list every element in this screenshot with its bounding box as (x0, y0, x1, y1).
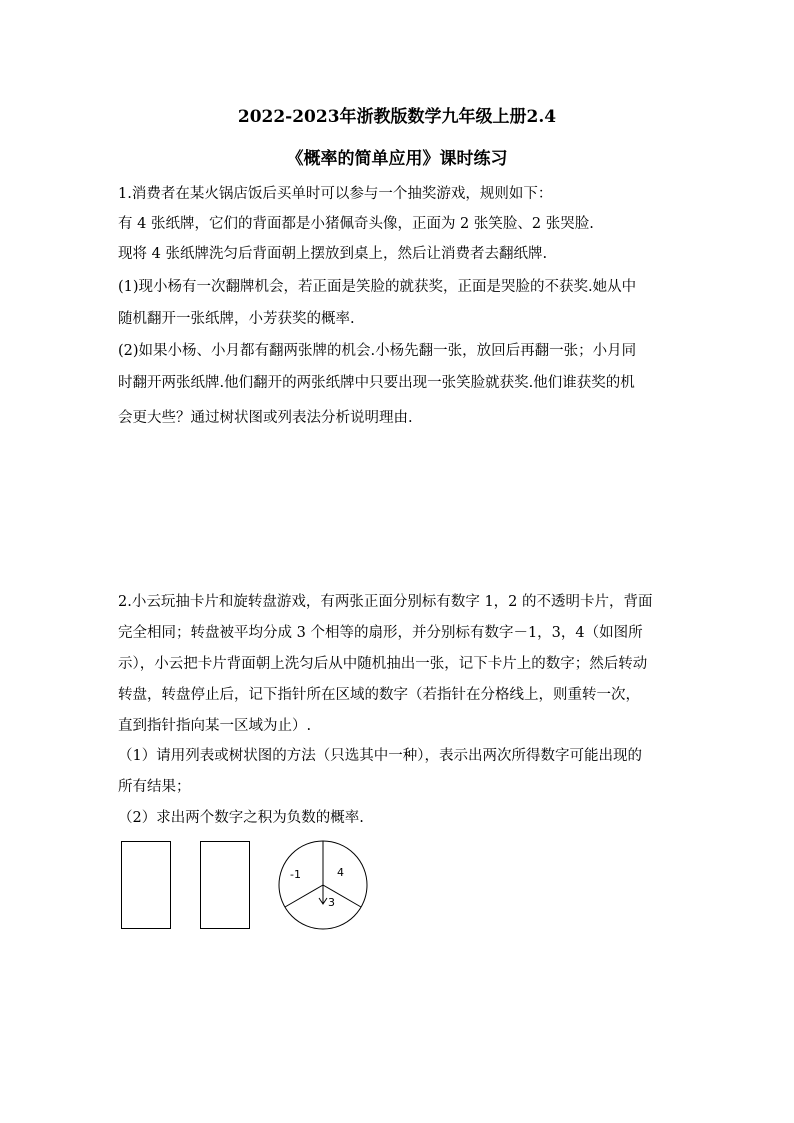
q2-line-5: 直到指针指向某一区域为止）. (118, 718, 312, 734)
spinner-divider-left (285, 885, 323, 907)
q1-line-6: (2)如果小杨、小月都有翻两张牌的机会.小杨先翻一张，放回后再翻一张；小月同 (118, 343, 637, 359)
q1-line-3: 现将 4 张纸牌洗匀后背面朝上摆放到桌上，然后让消费者去翻纸牌. (118, 246, 548, 262)
q1-line-5: 随机翻开一张纸牌，小芳获奖的概率. (118, 311, 355, 327)
q2-line-3: 示），小云把卡片背面朝上洗匀后从中随机抽出一张，记下卡片上的数字；然后转动 (118, 656, 648, 672)
q2-line-8: （2）求出两个数字之积为负数的概率. (118, 810, 364, 826)
q1-line-8: 会更大些？通过树状图或列表法分析说明理由. (118, 410, 413, 426)
spinner-label-3: 3 (328, 896, 335, 909)
q1-line-4: (1)现小杨有一次翻牌机会，若正面是笑脸的就获奖，正面是哭脸的不获奖.她从中 (118, 279, 637, 295)
card-2 (200, 841, 250, 929)
q2-line-6: （1）请用列表或树状图的方法（只选其中一种），表示出两次所得数字可能出现的 (118, 748, 642, 764)
spinner-label-minus-1: -1 (290, 868, 301, 881)
spinner-label-4: 4 (337, 866, 344, 879)
title-line-1: 2022-2023年浙教版数学九年级上册2.4 (237, 107, 557, 127)
q2-line-1: 2.小云玩抽卡片和旋转盘游戏，有两张正面分别标有数字 1，2 的不透明卡片，背面 (118, 594, 653, 610)
q2-line-2: 完全相同；转盘被平均分成 3 个相等的扇形，并分别标有数字－1，3，4（如图所 (118, 625, 643, 641)
spinner-diagram (278, 836, 368, 934)
q2-line-4: 转盘，转盘停止后，记下指针所在区域的数字（若指针在分格线上，则重转一次， (118, 687, 640, 703)
q1-line-2: 有 4 张纸牌，它们的背面都是小猪佩奇头像，正面为 2 张笑脸、2 张哭脸. (118, 216, 594, 232)
q1-line-1: 1.消费者在某火锅店饭后买单时可以参与一个抽奖游戏，规则如下： (118, 186, 553, 202)
card-1 (121, 841, 171, 929)
q1-line-7: 时翻开两张纸牌.他们翻开的两张纸牌中只要出现一张笑脸就获奖.他们谁获奖的机 (118, 375, 635, 391)
title-line-2: 《概率的简单应用》课时练习 (286, 149, 508, 169)
q2-line-7: 所有结果； (118, 779, 191, 795)
